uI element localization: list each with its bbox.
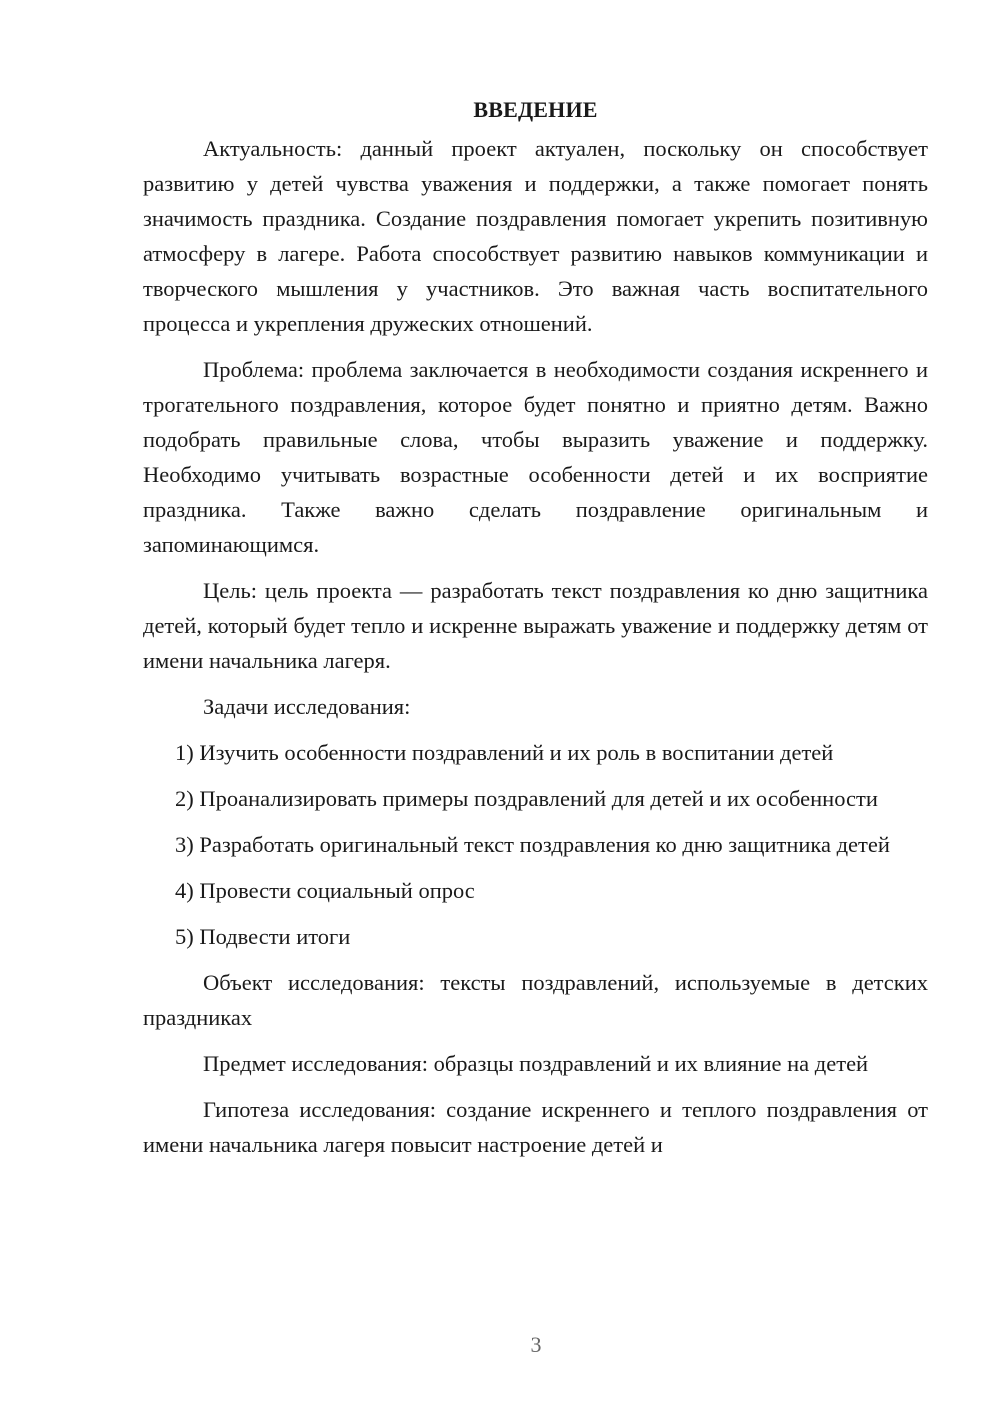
task-item: 5) Подвести итоги (175, 924, 351, 949)
task-item: 1) Изучить особенности поздравлений и их роль в воспитании детей (175, 740, 834, 765)
tasks-heading: Задачи исследования: (203, 694, 411, 719)
relevance-paragraph: Актуальность: данный проект актуален, поскольку он способствует развитию у детей чувства уважения и поддержки, а также помогает понять значимость праздника. Создание поздравления помогает укрепить позитивную атмосферу в лагере. Работа способствует развитию навыков коммуникации и творческого мышления у участников. Это важная часть воспитательного процесса и укрепления дружеских отношений. (143, 136, 928, 336)
problem-paragraph: Проблема: проблема заключается в необходимости создания искреннего и трогательного поздравления, которое будет понятно и приятно детям. Важно подобрать правильные слова, чтобы выразить уважение и поддержку. Необходимо учитывать возрастные особенности детей и их восприятие праздника. Также важно сделать поздравление оригинальным и запоминающимся. (143, 357, 928, 557)
task-item: 2) Проанализировать примеры поздравлений для детей и их особенности (175, 786, 878, 811)
subject-paragraph: Предмет исследования: образцы поздравлений и их влияние на детей (203, 1051, 869, 1076)
page-number: 3 (530, 1332, 542, 1357)
page-title: ВВЕДЕНИЕ (473, 97, 598, 122)
task-item: 3) Разработать оригинальный текст поздравления ко дню защитника детей (175, 832, 890, 857)
hypothesis-paragraph: Гипотеза исследования: создание искреннего и теплого поздравления от имени начальника лагеря повысит настроение детей и (143, 1097, 928, 1157)
task-item: 4) Провести социальный опрос (175, 878, 475, 903)
document-page (143, 92, 928, 1162)
goal-paragraph: Цель: цель проекта — разработать текст поздравления ко дню защитника детей, который будет тепло и искренне выражать уважение и поддержку детям от имени начальника лагеря. (143, 578, 928, 673)
object-paragraph: Объект исследования: тексты поздравлений, используемые в детских праздниках (143, 970, 928, 1030)
